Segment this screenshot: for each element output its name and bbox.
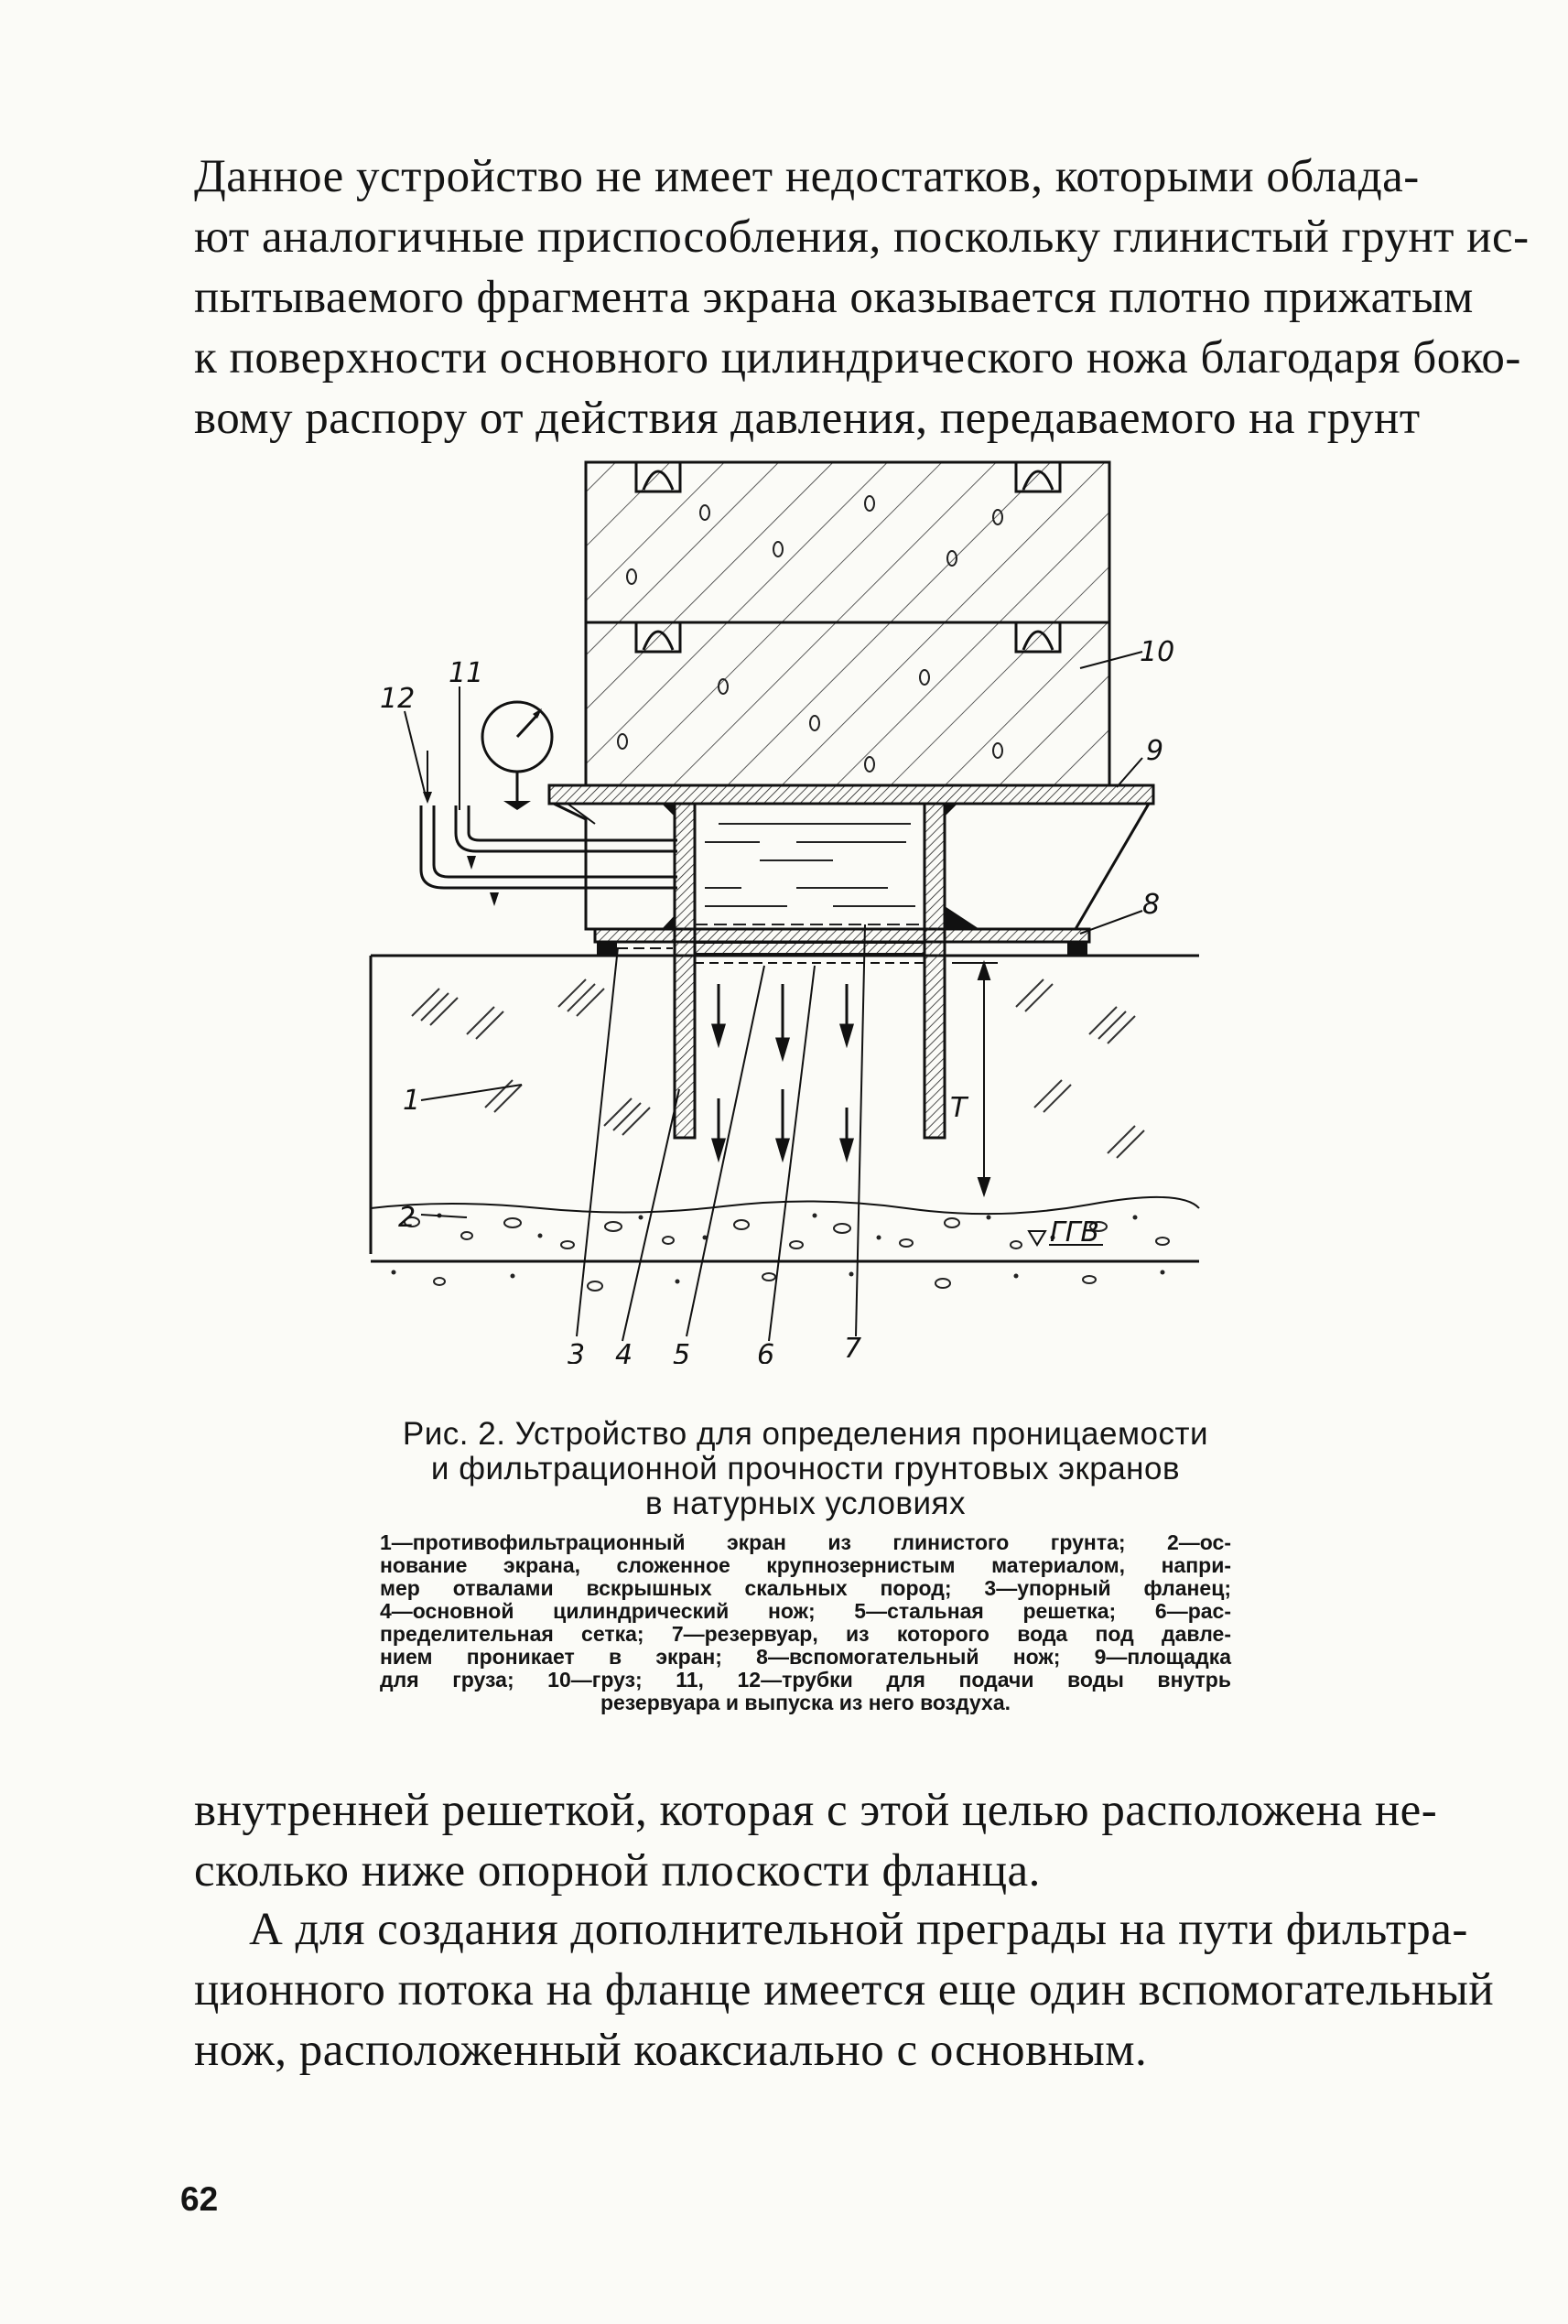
support-body (554, 804, 650, 929)
label-12: 12 (380, 683, 416, 715)
label-7: 7 (844, 1333, 862, 1364)
label-3: 3 (568, 1339, 586, 1364)
label-1: 1 (403, 1085, 421, 1117)
text-line: нож, расположенный коаксиально с основным. (194, 2025, 1148, 2076)
label-11: 11 (449, 657, 484, 689)
load-blocks (586, 462, 1109, 785)
label-6: 6 (757, 1339, 775, 1364)
text-line: А для создания дополнительной преграды на пути фильтра- (249, 1904, 1468, 1955)
steel-grate (695, 943, 925, 954)
label-ggv: ГГВ (1050, 1216, 1100, 1248)
legend-line: 1—противофильтрационный экран из глинистого грунта; 2—ос- (380, 1530, 1231, 1554)
legend-line: пределительная сетка; 7—резервуар, из которого вода под давле- (380, 1622, 1231, 1646)
legend-line: мер отвалами вскрышных скальных пород; 3—упорный фланец; (380, 1576, 1231, 1600)
depth-dimension (952, 963, 998, 1194)
clay-screen-hatching (412, 979, 1144, 1158)
text-line: к поверхности основного цилиндрического ножа благодаря боко- (194, 332, 1521, 384)
legend-line: 4—основной цилиндрический нож; 5—стальная решетка; 6—рас- (380, 1599, 1231, 1623)
label-8: 8 (1142, 889, 1161, 921)
paragraph-bottom-1 (194, 1780, 1438, 1901)
figure-legend (380, 1531, 1231, 1714)
label-5: 5 (673, 1339, 691, 1364)
text-line: ционного потока на фланце имеется еще один вспомогательный (194, 1964, 1495, 2016)
label-4: 4 (615, 1339, 633, 1364)
thrust-flange (595, 929, 1089, 942)
text-line: внутренней решеткой, которая с этой целью расположена не- (194, 1785, 1438, 1836)
reservoir (695, 824, 925, 924)
legend-line: нием проникает в экран; 8—вспомогательный нож; 9—площадка (380, 1645, 1231, 1669)
figure-caption-title (366, 1417, 1245, 1521)
caption-line: в натурных условиях (644, 1486, 967, 1521)
page-number: 62 (180, 2180, 219, 2218)
legend-line: нование экрана, сложенное крупнозернистым материалом, напри- (380, 1553, 1231, 1577)
text-line: сколько ниже опорной плоскости фланца. (194, 1845, 1041, 1897)
pressure-gauge (482, 702, 552, 810)
text-line: Данное устройство не имеет недостатков, которыми облада- (194, 151, 1420, 202)
paragraph-bottom-2 (194, 1899, 1495, 2081)
label-2: 2 (398, 1202, 416, 1234)
flow-arrows (713, 984, 852, 1158)
text-line: пытываемого фрагмента экрана оказывается плотно прижатым (194, 272, 1474, 323)
device-figure (357, 449, 1217, 1364)
caption-line: и фильтрационной прочности грунтовых экранов (430, 1451, 1181, 1486)
legend-line: для груза; 10—груз; 11, 12—трубки для подачи воды внутрь (380, 1668, 1231, 1692)
label-9: 9 (1146, 735, 1164, 767)
legend-line: резервуара и выпуска из него воздуха. (600, 1691, 1011, 1714)
main-cylinder-knife (662, 804, 979, 1138)
label-10: 10 (1140, 636, 1175, 668)
text-line: вому распору от действия давления, передаваемого на грунт (194, 393, 1421, 444)
text-line: ют аналогичные приспособления, поскольку глинистый грунт ис- (194, 211, 1530, 263)
label-T: T (950, 1092, 968, 1124)
water-tubes (421, 805, 677, 888)
paragraph-top (194, 146, 1530, 449)
load-platform (549, 785, 1153, 804)
caption-line: Рис. 2. Устройство для определения проницаемости (402, 1416, 1209, 1452)
